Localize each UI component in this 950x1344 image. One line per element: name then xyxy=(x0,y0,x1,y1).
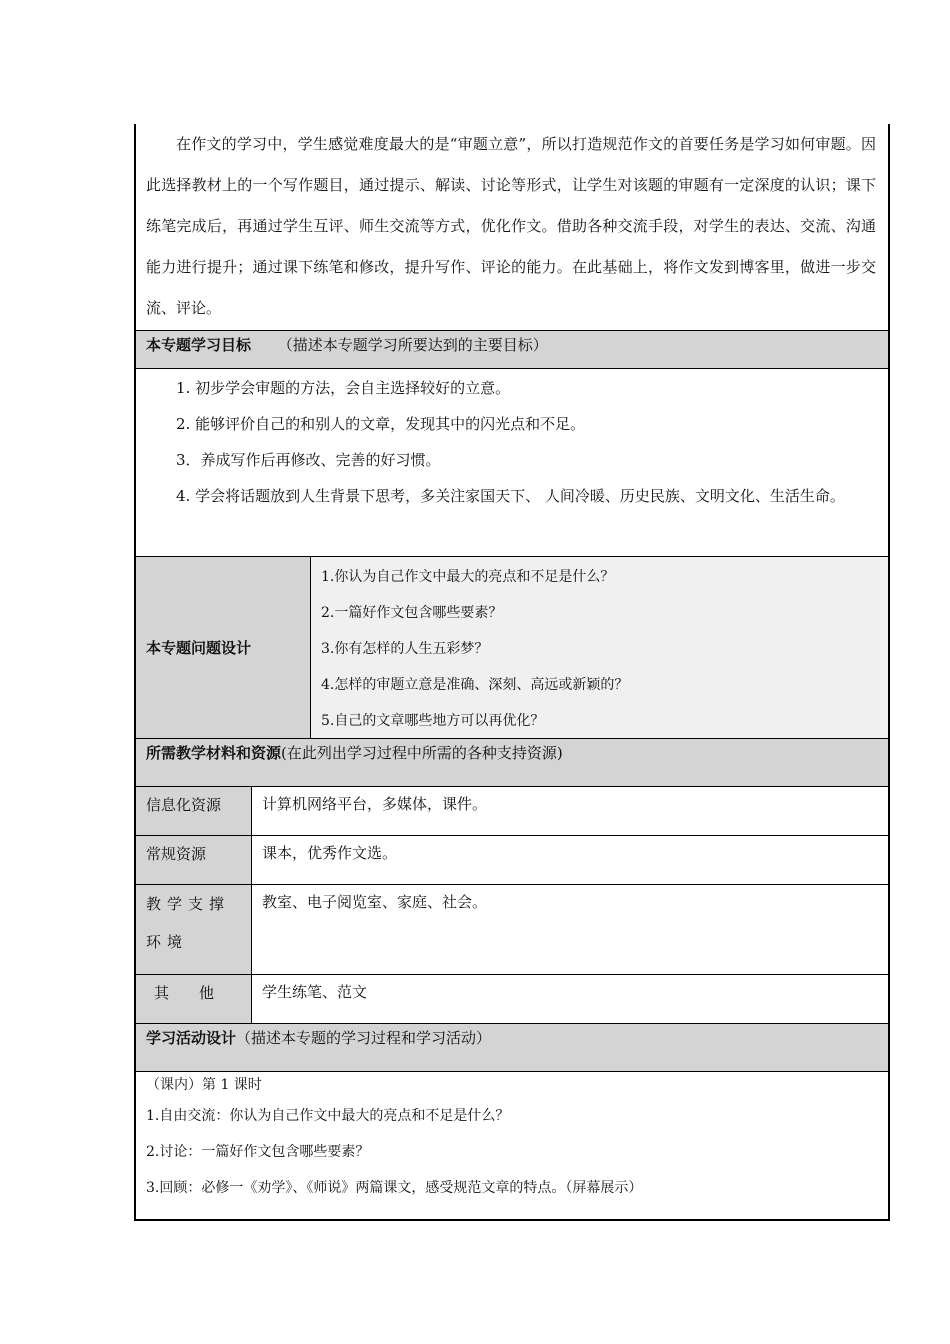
goal-item: 1. 初步学会审题的方法，会自主选择较好的立意。 xyxy=(176,379,511,397)
questions-list xyxy=(311,557,888,738)
resource-label: 常规资源 xyxy=(136,836,252,884)
activity-item: 2.讨论：一篇好作文包含哪些要素？ xyxy=(146,1144,370,1160)
question-item: 5.自己的文章哪些地方可以再优化？ xyxy=(321,713,545,729)
intro-paragraph: 在作文的学习中，学生感觉难度最大的是“审题立意”，所以打造规范作文的首要任务是学习如何审题。因此选择教材上的一个写作题目，通过提示、解读、讨论等形式，让学生对该题的审题有一定深度的认识；课下练笔完成后，再通过学生互评、师生交流等方式，优化作文。借助各种交流手段，对学生的表达、交流、沟通能力进行提升；通过课下练笔和修改，提升写作、评论的能力。在此基础上，将作文发到博客里，做进一步交流、评论。 xyxy=(146,135,876,317)
goal-item: 4. 学会将话题放到人生背景下思考，多关注家国天下、 人间冷暖、历史民族、文明文化、生活生命。 xyxy=(176,487,845,505)
activities-note: （描述本专题的学习过程和学习活动） xyxy=(236,1029,492,1047)
resource-label: 其 他 xyxy=(136,975,252,1023)
resource-label: 教学支撑环境 xyxy=(136,885,252,974)
resource-row xyxy=(136,835,888,884)
question-item: 4.怎样的审题立意是准确、深刻、高远或新颖的？ xyxy=(321,677,629,693)
questions-title: 本专题问题设计 xyxy=(136,557,311,738)
resource-row xyxy=(136,786,888,835)
question-item: 2.一篇好作文包含哪些要素？ xyxy=(321,605,503,621)
questions-section xyxy=(136,556,888,738)
resource-label: 信息化资源 xyxy=(136,787,252,835)
intro-section xyxy=(136,124,888,330)
resources-header xyxy=(136,738,888,786)
goals-section xyxy=(136,368,888,556)
resources-note: (在此列出学习过程中所需的各种支持资源) xyxy=(281,744,563,762)
question-item: 1.你认为自己作文中最大的亮点和不足是什么？ xyxy=(321,569,615,585)
goals-note: （描述本专题学习所要达到的主要目标） xyxy=(277,336,548,354)
resource-value: 计算机网络平台，多媒体，课件。 xyxy=(252,787,888,835)
goal-item: 2. 能够评价自己的和别人的文章，发现其中的闪光点和不足。 xyxy=(176,415,586,433)
question-item: 3.你有怎样的人生五彩梦？ xyxy=(321,641,489,657)
activity-item: 3.回顾：必修一《劝学》、《师说》两篇课文，感受规范文章的特点。（屏幕展示） xyxy=(146,1180,643,1196)
activities-title: 学习活动设计 xyxy=(146,1029,237,1047)
activities-section xyxy=(136,1071,888,1219)
resource-value: 课本，优秀作文选。 xyxy=(252,836,888,884)
activities-header xyxy=(136,1023,888,1071)
activity-item: 1.自由交流：你认为自己作文中最大的亮点和不足是什么？ xyxy=(146,1108,510,1124)
goal-item: 3．养成写作后再修改、完善的好习惯。 xyxy=(176,451,441,469)
goals-header xyxy=(136,330,888,368)
activity-item: （课内）第 1 课时 xyxy=(146,1077,262,1093)
resource-row xyxy=(136,974,888,1023)
resource-value: 教室、电子阅览室、家庭、社会。 xyxy=(252,885,888,974)
resources-title: 所需教学材料和资源 xyxy=(146,744,282,762)
resource-row xyxy=(136,884,888,974)
goals-title: 本专题学习目标 xyxy=(146,336,252,354)
resource-value: 学生练笔、范文 xyxy=(252,975,888,1023)
lesson-plan-table xyxy=(134,124,890,1221)
